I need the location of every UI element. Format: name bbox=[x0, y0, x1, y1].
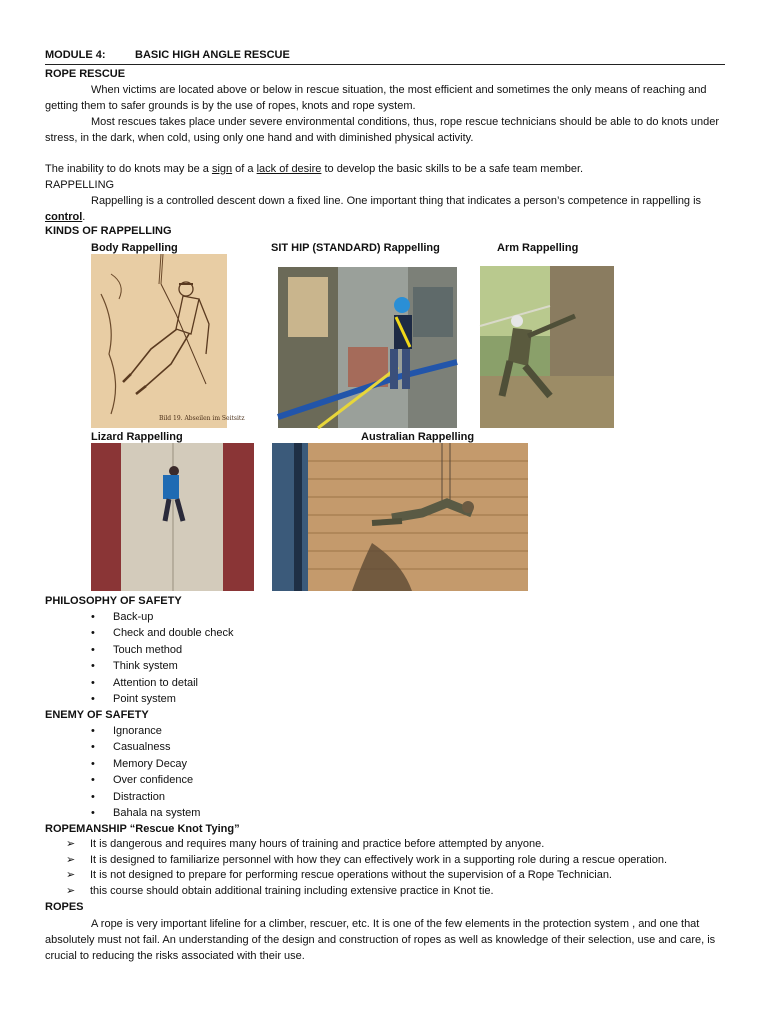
rope-rescue-paragraph-1: When victims are located above or below in rescue situation, the most efficient and sometimes the only means of reaching and getting them to safer grounds is by the use of ropes, knots and rope system. bbox=[45, 84, 707, 112]
list-item: • Back-up bbox=[91, 609, 233, 625]
body-rappelling-image bbox=[91, 254, 245, 428]
list-item: • Bahala na system bbox=[91, 805, 200, 821]
ropes-heading: ROPES bbox=[45, 901, 84, 913]
list-item: • Memory Decay bbox=[91, 756, 200, 772]
header-rule bbox=[45, 64, 725, 65]
sit-hip-rappelling-image bbox=[278, 267, 457, 428]
arrow-bullet-icon: ➢ bbox=[66, 884, 76, 897]
philosophy-list bbox=[91, 609, 233, 707]
arm-rappelling-image bbox=[480, 266, 614, 428]
bullet-icon: • bbox=[91, 741, 95, 754]
sit-hip-rappelling-label: SIT HIP (STANDARD) Rappelling bbox=[271, 242, 440, 254]
bullet-icon: • bbox=[91, 774, 95, 787]
enemy-heading: ENEMY OF SAFETY bbox=[45, 709, 149, 721]
arm-rappelling-photo bbox=[480, 266, 614, 428]
australian-rappelling-photo bbox=[272, 443, 528, 591]
bullet-icon: • bbox=[91, 643, 95, 656]
australian-rappelling-image bbox=[272, 443, 528, 591]
enemy-list bbox=[91, 723, 200, 821]
sit-hip-rappelling-photo bbox=[278, 267, 457, 428]
bullet-icon: • bbox=[91, 676, 95, 689]
body-rappelling-sketch bbox=[91, 254, 245, 428]
list-item: • Touch method bbox=[91, 642, 233, 658]
rappelling-heading: RAPPELLING bbox=[45, 179, 115, 191]
arrow-bullet-icon: ➢ bbox=[66, 869, 76, 881]
module-title: BASIC HIGH ANGLE RESCUE bbox=[135, 49, 290, 61]
list-item: • Ignorance bbox=[91, 723, 200, 739]
list-item: • Distraction bbox=[91, 789, 200, 805]
australian-rappelling-label: Australian Rappelling bbox=[361, 431, 475, 443]
bullet-icon: • bbox=[91, 627, 95, 640]
bullet-icon: • bbox=[91, 693, 95, 706]
arm-rappelling-label: Arm Rappelling bbox=[497, 242, 579, 254]
bullet-icon: • bbox=[91, 725, 95, 737]
bullet-icon: • bbox=[91, 790, 95, 803]
bullet-icon: • bbox=[91, 611, 95, 623]
list-item: • Attention to detail bbox=[91, 675, 233, 691]
lizard-rappelling-label: Lizard Rappelling bbox=[91, 431, 183, 443]
arrow-bullet-icon: ➢ bbox=[66, 838, 76, 850]
sketch-caption: Bild 19. Abseilen im Seitsitz bbox=[159, 415, 245, 422]
rope-rescue-paragraph-2: Most rescues takes place under severe environmental conditions, thus, rope rescue technicians should be able to do knots under stress, in the dark, when cold, using only one hand and with diminished physical activity. bbox=[45, 116, 719, 144]
rope-rescue-paragraph-3: The inability to do knots may be a sign of a lack of desire to develop the basic skills to be a safe team member. bbox=[45, 163, 584, 175]
kinds-heading: KINDS OF RAPPELLING bbox=[45, 225, 172, 237]
lizard-rappelling-image bbox=[91, 443, 254, 591]
list-item: • Think system bbox=[91, 658, 233, 674]
list-item: • Over confidence bbox=[91, 772, 200, 788]
bullet-icon: • bbox=[91, 660, 95, 673]
rope-rescue-heading: ROPE RESCUE bbox=[45, 68, 126, 80]
list-item: ➢ It is dangerous and requires many hours of training and practice before attempted by anyone. bbox=[66, 837, 726, 853]
ropemanship-list bbox=[66, 837, 726, 899]
rappelling-paragraph: Rappelling is a controlled descent down a fixed line. One important thing that indicates a person’s competence in rappelling is control. bbox=[45, 195, 702, 223]
module-number: MODULE 4: bbox=[45, 49, 106, 61]
list-item: ➢ this course should obtain additional training including extensive practice in Knot tie. bbox=[66, 884, 726, 900]
list-item: • Point system bbox=[91, 691, 233, 707]
philosophy-heading: PHILOSOPHY OF SAFETY bbox=[45, 595, 182, 607]
ropemanship-heading: ROPEMANSHIP “Rescue Knot Tying” bbox=[45, 823, 240, 835]
list-item: ➢ It is not designed to prepare for performing rescue operations without the supervision of a Rope Technician. bbox=[66, 868, 726, 884]
bullet-icon: • bbox=[91, 757, 95, 770]
list-item: ➢ It is designed to familiarize personnel with how they can effectively work in a supporting role during a rescue operation. bbox=[66, 853, 726, 869]
list-item: • Casualness bbox=[91, 739, 200, 755]
body-rappelling-label: Body Rappelling bbox=[91, 242, 178, 254]
bullet-icon: • bbox=[91, 807, 95, 820]
arrow-bullet-icon: ➢ bbox=[66, 853, 76, 866]
ropes-paragraph: A rope is very important lifeline for a climber, rescuer, etc. It is one of the few elements in the protection system , and one that absolutely must not fail. An understanding of the design and construction of ropes as well as knowledge of their selection, use and care, is crucial to reducing the risks associated with their use. bbox=[45, 918, 716, 962]
list-item: • Check and double check bbox=[91, 625, 233, 641]
lizard-rappelling-photo bbox=[91, 443, 254, 591]
